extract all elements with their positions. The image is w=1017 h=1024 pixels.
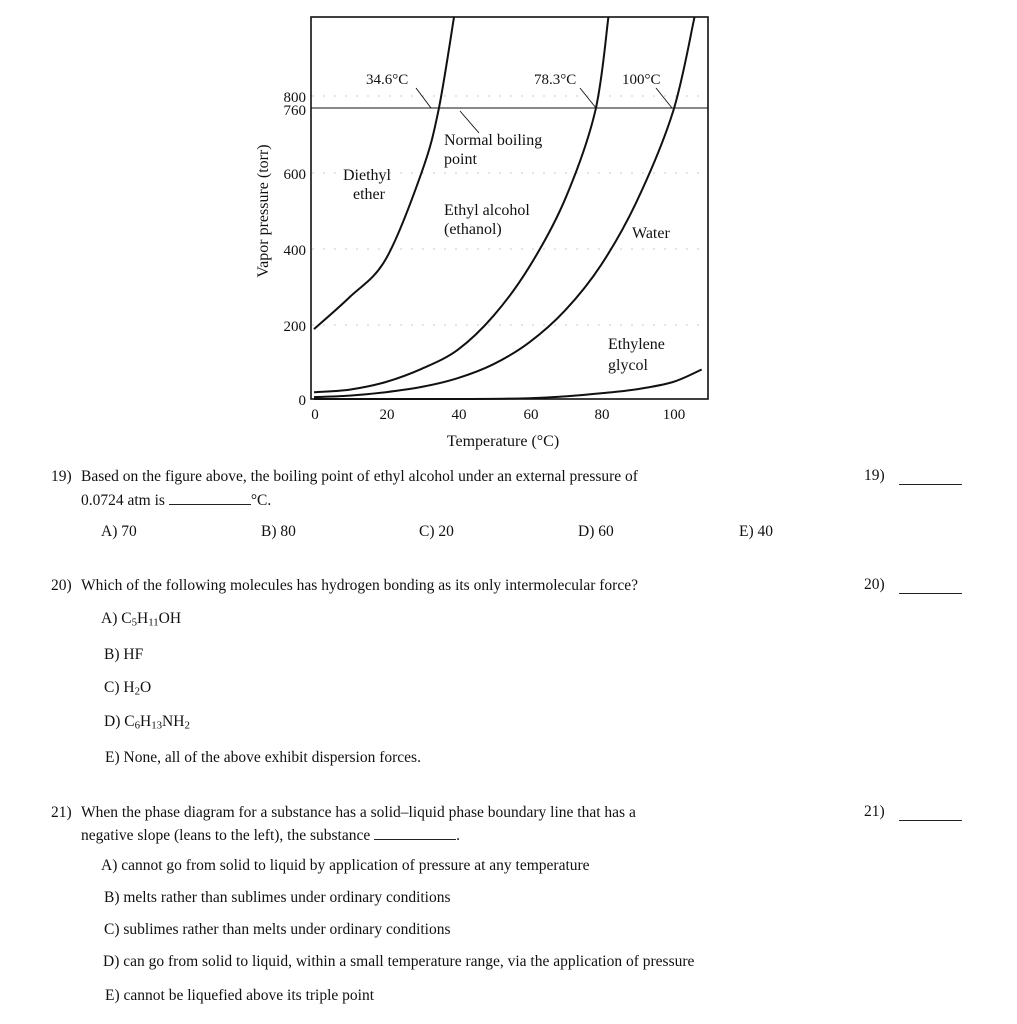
q20-option-c[interactable]: C) $H_2O$ bbox=[104, 679, 152, 698]
q19-option-b[interactable]: B) 80 bbox=[261, 523, 296, 540]
fill-in-blank bbox=[374, 839, 456, 840]
q21-option-b[interactable]: B) melts rather than sublimes under ordinary conditions bbox=[104, 889, 451, 906]
ethanol-label: Ethyl alcohol (ethanol) bbox=[444, 202, 530, 238]
question-20-text: Which of the following molecules has hydrogen bonding as its only intermolecular force? bbox=[81, 577, 638, 594]
q20-option-d[interactable]: D) $C_6H_{13}NH_2$ bbox=[104, 713, 190, 732]
normal-bp-pointer bbox=[460, 111, 479, 133]
q19-option-d[interactable]: D) 60 bbox=[578, 523, 614, 540]
bp-water-pointer bbox=[656, 88, 672, 108]
ether-label: Diethyl ether bbox=[343, 167, 391, 203]
y-tick-200: 200 bbox=[283, 319, 306, 335]
question-21-number: 21) bbox=[51, 804, 72, 821]
vapor-pressure-chart bbox=[0, 0, 1017, 460]
answer-19-blank[interactable] bbox=[899, 484, 962, 485]
question-20-number: 20) bbox=[51, 577, 72, 594]
question-19-text-line1: Based on the figure above, the boiling point of ethyl alcohol under an external pressure of bbox=[81, 468, 638, 485]
water-label: Water bbox=[632, 225, 670, 242]
q21-option-a[interactable]: A) cannot go from solid to liquid by application of pressure at any temperature bbox=[101, 857, 590, 874]
x-tick-40: 40 bbox=[451, 407, 467, 423]
q20-option-e[interactable]: E) None, all of the above exhibit dispersion forces. bbox=[105, 749, 421, 766]
x-axis-label: Temperature (°C) bbox=[446, 433, 560, 450]
fill-in-blank bbox=[169, 504, 251, 505]
y-tick-800: 800 bbox=[283, 90, 306, 106]
bp-ethanol-label: 78.3°C bbox=[534, 72, 577, 88]
y-tick-400: 400 bbox=[283, 243, 306, 259]
answer-20-blank[interactable] bbox=[899, 593, 962, 594]
bp-ether-label: 34.6°C bbox=[366, 72, 409, 88]
x-tick-20: 20 bbox=[379, 407, 395, 423]
answer-20-label: 20) bbox=[864, 576, 885, 593]
x-tick-80: 80 bbox=[594, 407, 610, 423]
q20-option-b[interactable]: B) HF bbox=[104, 646, 144, 663]
question-19-number: 19) bbox=[51, 468, 72, 485]
q21-option-c[interactable]: C) sublimes rather than melts under ordinary conditions bbox=[104, 921, 451, 938]
x-tick-0: 0 bbox=[311, 407, 319, 423]
x-axis-ticks bbox=[311, 407, 685, 423]
question-21-text-line1: When the phase diagram for a substance has a solid–liquid phase boundary line that has a bbox=[81, 804, 636, 821]
glycol-label: Ethylene glycol bbox=[608, 336, 665, 374]
y-tick-0: 0 bbox=[298, 393, 306, 409]
bp-ethanol-pointer bbox=[580, 88, 596, 108]
x-tick-100: 100 bbox=[662, 407, 686, 423]
x-tick-60: 60 bbox=[523, 407, 539, 423]
q21-option-e[interactable]: E) cannot be liquefied above its triple point bbox=[105, 987, 375, 1004]
y-axis-label: Vapor pressure (torr) bbox=[255, 144, 272, 278]
y-axis-ticks bbox=[284, 90, 307, 409]
y-tick-760: 760 bbox=[283, 103, 306, 119]
question-19-text-line2: 0.0724 atm is °C. bbox=[81, 492, 272, 509]
q20-option-a[interactable]: A) $C_5H_{11}OH$ bbox=[101, 610, 182, 629]
answer-21-label: 21) bbox=[864, 803, 885, 820]
answer-21-blank[interactable] bbox=[899, 820, 962, 821]
q19-option-a[interactable]: A) 70 bbox=[101, 523, 137, 540]
answer-19-label: 19) bbox=[864, 467, 885, 484]
y-tick-600: 600 bbox=[283, 167, 306, 183]
bp-water-label: 100°C bbox=[622, 72, 661, 88]
q21-option-d[interactable]: D) can go from solid to liquid, within a small temperature range, via the application of pressure bbox=[103, 953, 695, 970]
q19-option-e[interactable]: E) 40 bbox=[739, 523, 774, 540]
q19-option-c[interactable]: C) 20 bbox=[419, 523, 454, 540]
normal-bp-label: Normal boiling point bbox=[444, 132, 543, 168]
question-21-text-line2: negative slope (leans to the left), the substance . bbox=[81, 827, 460, 844]
bp-ether-pointer bbox=[416, 88, 431, 108]
